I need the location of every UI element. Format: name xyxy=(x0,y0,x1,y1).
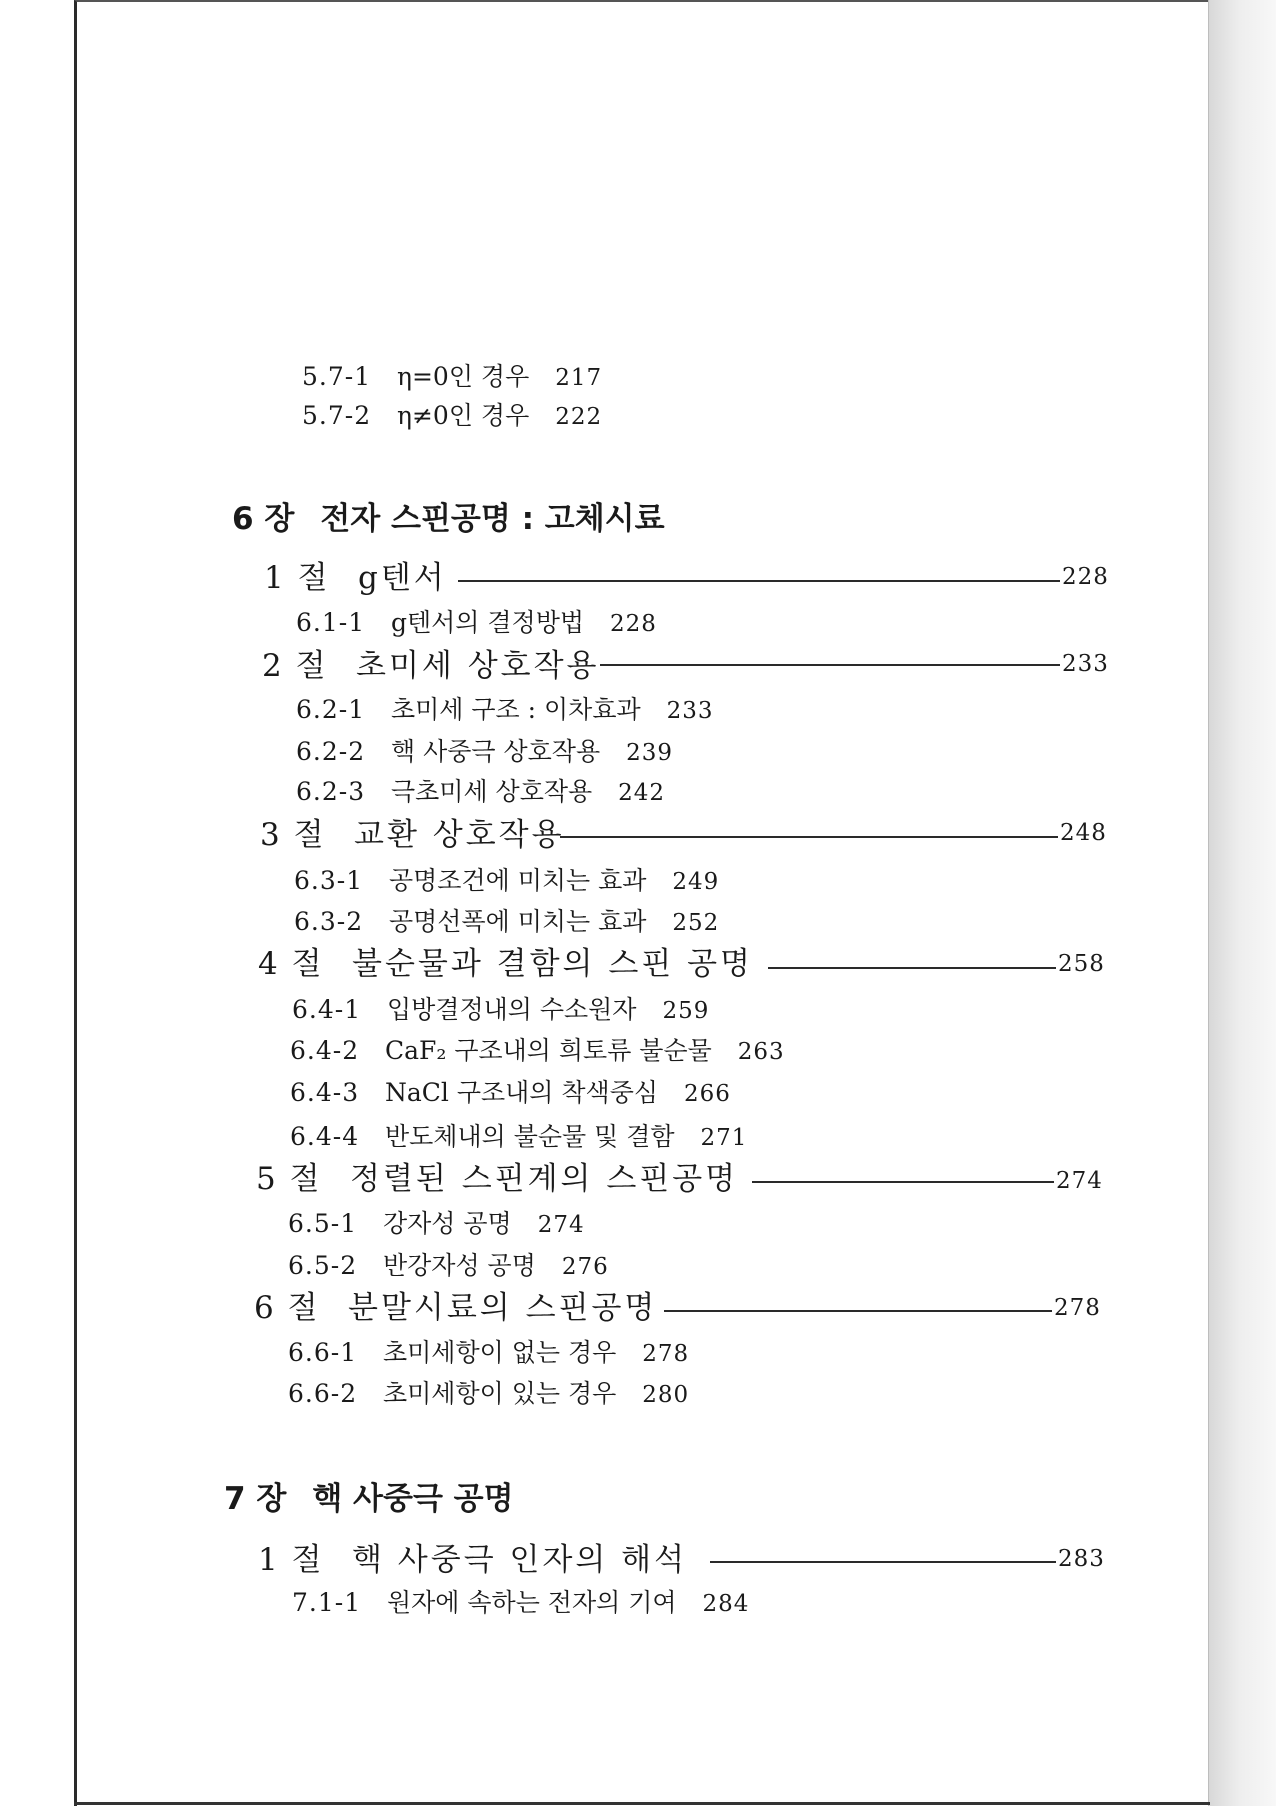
subsection-number: 6.2-3 xyxy=(296,777,366,806)
leader-line xyxy=(560,836,1058,838)
toc-subsection xyxy=(288,1253,609,1279)
toc-subsection xyxy=(290,1038,785,1064)
subsection-number: 7.1-1 xyxy=(292,1588,362,1617)
page-frame xyxy=(74,0,1210,1806)
subsection-title: 핵 사중극 상호작용 xyxy=(391,737,601,766)
section-page: 283 xyxy=(1058,1546,1105,1572)
subsection-page: 271 xyxy=(700,1125,748,1151)
toc-section xyxy=(258,946,753,982)
leader-line xyxy=(768,967,1056,969)
subsection-title: 초미세항이 없는 경우 xyxy=(383,1338,617,1367)
subsection-page: 259 xyxy=(662,998,710,1024)
subsection-number: 6.5-2 xyxy=(288,1251,358,1280)
subsection-page: 278 xyxy=(642,1341,690,1367)
subsection-title: η=0인 경우 xyxy=(397,362,530,391)
subsection-page: 239 xyxy=(626,740,674,766)
toc-section xyxy=(258,1542,688,1578)
section-page: 228 xyxy=(1062,564,1109,590)
section-title: 핵 사중극 인자의 해석 xyxy=(352,1542,688,1578)
section-label: 6 절 xyxy=(254,1290,320,1326)
section-label: 5 절 xyxy=(256,1161,322,1197)
toc-section xyxy=(262,648,600,684)
subsection-page: 249 xyxy=(672,869,720,895)
subsection-number: 5.7-2 xyxy=(302,401,372,430)
subsection-title: NaCl 구조내의 착색중심 xyxy=(385,1078,658,1107)
bottom-border xyxy=(74,1802,1210,1805)
subsection-page: 276 xyxy=(561,1254,609,1280)
subsection-page: 263 xyxy=(737,1039,785,1065)
subsection-number: 6.4-2 xyxy=(290,1036,360,1065)
section-label: 3 절 xyxy=(260,817,326,853)
section-page: 274 xyxy=(1056,1168,1103,1194)
chapter-number: 6 장 xyxy=(232,501,295,537)
toc-section xyxy=(264,560,447,596)
leader-line xyxy=(664,1310,1052,1312)
subsection-number: 6.4-4 xyxy=(290,1122,360,1151)
subsection-number: 6.6-1 xyxy=(288,1338,358,1367)
section-page: 248 xyxy=(1060,820,1107,846)
subsection-page: 217 xyxy=(555,365,603,391)
subsection-page: 233 xyxy=(666,698,714,724)
toc-subsection xyxy=(292,997,709,1023)
toc-subsection xyxy=(288,1211,585,1237)
subsection-number: 5.7-1 xyxy=(302,362,372,391)
subsection-title: 초미세항이 있는 경우 xyxy=(383,1379,617,1408)
subsection-title: g텐서의 결정방법 xyxy=(391,608,585,637)
section-label: 2 절 xyxy=(262,648,328,684)
subsection-page: 242 xyxy=(618,780,666,806)
toc-subsection xyxy=(302,364,602,390)
subsection-title: 강자성 공명 xyxy=(383,1209,512,1238)
section-page: 278 xyxy=(1054,1295,1101,1321)
toc-subsection xyxy=(290,1124,747,1150)
chapter-number: 7 장 xyxy=(224,1481,287,1517)
chapter-heading xyxy=(224,1481,514,1517)
subsection-page: 228 xyxy=(610,611,657,637)
chapter-title: 핵 사중극 공명 xyxy=(312,1481,514,1517)
subsection-page: 222 xyxy=(555,404,603,430)
subsection-title: 공명선폭에 미치는 효과 xyxy=(389,907,647,936)
section-title: 교환 상호작용 xyxy=(354,817,565,853)
leader-line xyxy=(710,1561,1056,1563)
subsection-page: 252 xyxy=(672,910,720,936)
subsection-number: 6.6-2 xyxy=(288,1379,358,1408)
subsection-title: 극초미세 상호작용 xyxy=(391,777,593,806)
subsection-title: η≠0인 경우 xyxy=(397,401,530,430)
section-title: 초미세 상호작용 xyxy=(356,648,600,684)
toc-subsection xyxy=(296,697,714,723)
toc-subsection xyxy=(294,868,719,894)
subsection-page: 266 xyxy=(684,1081,731,1107)
section-label: 1 절 xyxy=(258,1542,324,1578)
subsection-page: 274 xyxy=(537,1212,585,1238)
subsection-number: 6.4-3 xyxy=(290,1078,360,1107)
toc-section xyxy=(254,1290,658,1326)
toc-subsection xyxy=(288,1381,689,1407)
subsection-title: 반강자성 공명 xyxy=(383,1251,536,1280)
subsection-number: 6.3-1 xyxy=(294,866,364,895)
subsection-number: 6.2-1 xyxy=(296,695,366,724)
subsection-number: 6.3-2 xyxy=(294,907,364,936)
section-page: 233 xyxy=(1062,651,1109,677)
section-title: g텐서 xyxy=(358,560,447,596)
leader-line xyxy=(600,664,1060,666)
page-edge-shadow xyxy=(1208,0,1276,1806)
toc-subsection xyxy=(292,1590,749,1616)
subsection-title: 공명조건에 미치는 효과 xyxy=(389,866,647,895)
subsection-page: 280 xyxy=(642,1382,690,1408)
toc-subsection xyxy=(288,1340,689,1366)
toc-subsection xyxy=(296,610,657,636)
subsection-number: 6.4-1 xyxy=(292,995,362,1024)
section-page: 258 xyxy=(1058,951,1105,977)
section-label: 4 절 xyxy=(258,946,324,982)
subsection-number: 6.2-2 xyxy=(296,737,366,766)
subsection-title: 반도체내의 불순물 및 결함 xyxy=(385,1122,675,1151)
subsection-title: 초미세 구조 : 이차효과 xyxy=(391,695,641,724)
section-title: 불순물과 결함의 스핀 공명 xyxy=(352,946,753,982)
subsection-title: CaF₂ 구조내의 희토류 불순물 xyxy=(385,1036,712,1065)
leader-line xyxy=(458,580,1060,582)
toc-subsection xyxy=(302,403,602,429)
chapter-title: 전자 스핀공명 : 고체시료 xyxy=(320,501,665,537)
toc-section xyxy=(260,817,565,853)
section-title: 분말시료의 스핀공명 xyxy=(348,1290,658,1326)
leader-line xyxy=(752,1181,1054,1183)
subsection-title: 입방결정내의 수소원자 xyxy=(387,995,637,1024)
toc-subsection xyxy=(294,909,719,935)
subsection-page: 284 xyxy=(702,1591,750,1617)
toc-subsection xyxy=(296,779,665,805)
section-title: 정렬된 스핀계의 스핀공명 xyxy=(350,1161,739,1197)
toc-subsection xyxy=(296,739,673,765)
chapter-heading xyxy=(232,501,665,537)
section-label: 1 절 xyxy=(264,560,330,596)
subsection-title: 원자에 속하는 전자의 기여 xyxy=(387,1588,677,1617)
toc-subsection xyxy=(290,1080,731,1106)
subsection-number: 6.1-1 xyxy=(296,608,366,637)
subsection-number: 6.5-1 xyxy=(288,1209,358,1238)
toc-section xyxy=(256,1161,739,1197)
